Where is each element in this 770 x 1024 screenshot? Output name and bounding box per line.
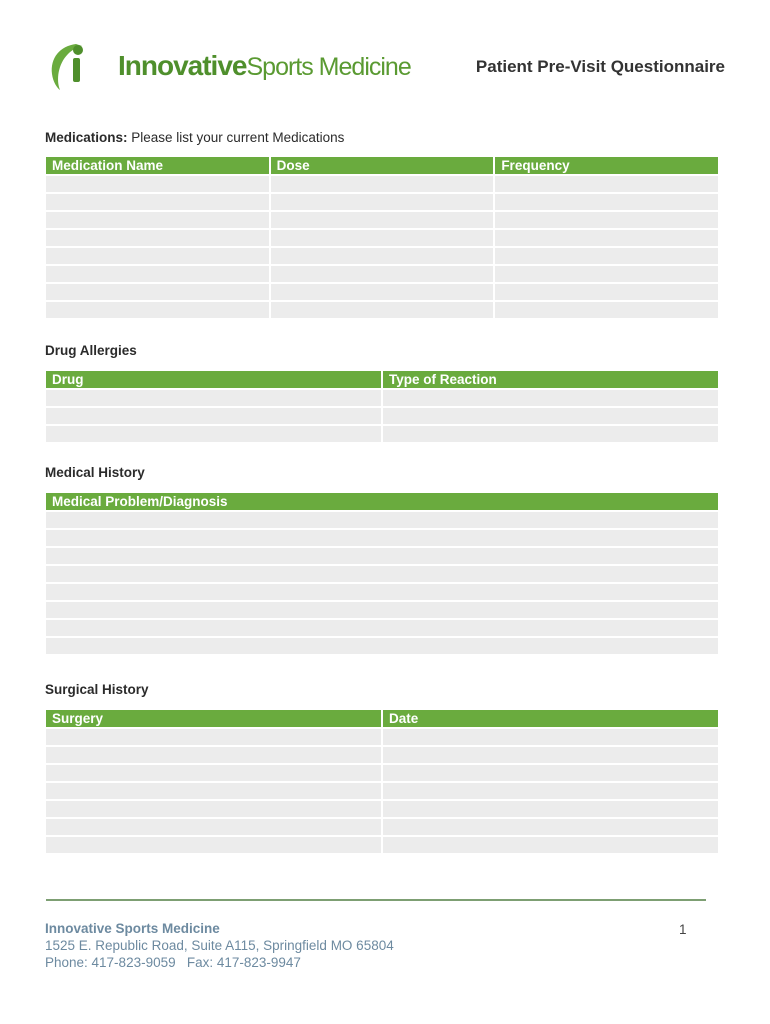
- drug-allergies-header-row: [46, 371, 718, 388]
- allergy-entry-field[interactable]: [383, 424, 718, 442]
- diagnosis-entry-field[interactable]: [46, 618, 718, 636]
- diagnosis-entry-field[interactable]: [46, 582, 718, 600]
- footer-contact: Phone: 417-823-9059 Fax: 417-823-9947: [45, 955, 301, 970]
- surgery-entry-field[interactable]: [46, 727, 381, 745]
- medication-row: [46, 264, 718, 282]
- logo-wordmark: [118, 50, 411, 82]
- medication-entry-field[interactable]: [46, 246, 269, 264]
- diagnosis-row: [46, 546, 718, 564]
- column-header-medical-problem: Medical Problem/Diagnosis: [46, 493, 718, 510]
- allergy-row: [46, 388, 718, 406]
- surgery-entry-field[interactable]: [46, 763, 381, 781]
- drug-allergies-table: [44, 371, 720, 442]
- diagnosis-entry-field[interactable]: [46, 636, 718, 654]
- surgery-entry-field[interactable]: [46, 745, 381, 763]
- footer-divider: [46, 899, 706, 901]
- surgery-entry-field[interactable]: [383, 817, 718, 835]
- allergy-entry-field[interactable]: [383, 388, 718, 406]
- diagnosis-entry-field[interactable]: [46, 510, 718, 528]
- surgical-history-label: Surgical History: [45, 682, 149, 697]
- logo-light-text: Sports Medicine: [246, 53, 411, 81]
- surgery-row: [46, 817, 718, 835]
- medication-entry-field[interactable]: [495, 282, 718, 300]
- medication-entry-field[interactable]: [495, 300, 718, 318]
- surgery-entry-field[interactable]: [46, 817, 381, 835]
- medication-entry-field[interactable]: [271, 210, 494, 228]
- surgery-row: [46, 727, 718, 745]
- allergy-row: [46, 406, 718, 424]
- column-header-surgery: Surgery: [46, 710, 381, 727]
- diagnosis-row: [46, 600, 718, 618]
- surgery-entry-field[interactable]: [383, 781, 718, 799]
- medication-entry-field[interactable]: [46, 192, 269, 210]
- medication-entry-field[interactable]: [495, 228, 718, 246]
- diagnosis-entry-field[interactable]: [46, 528, 718, 546]
- medication-row: [46, 210, 718, 228]
- surgery-entry-field[interactable]: [46, 799, 381, 817]
- diagnosis-entry-field[interactable]: [46, 564, 718, 582]
- surgery-entry-field[interactable]: [383, 835, 718, 853]
- medication-entry-field[interactable]: [46, 210, 269, 228]
- diagnosis-row: [46, 528, 718, 546]
- medication-entry-field[interactable]: [271, 264, 494, 282]
- column-header-drug: Drug: [46, 371, 381, 388]
- diagnosis-entry-field[interactable]: [46, 546, 718, 564]
- allergy-entry-field[interactable]: [46, 406, 381, 424]
- allergy-entry-field[interactable]: [46, 388, 381, 406]
- medical-history-table: [44, 493, 720, 654]
- surgery-entry-field[interactable]: [383, 727, 718, 745]
- surgery-row: [46, 745, 718, 763]
- diagnosis-row: [46, 636, 718, 654]
- diagnosis-row: [46, 582, 718, 600]
- drug-allergies-label: Drug Allergies: [45, 343, 137, 358]
- medications-table: [44, 157, 720, 318]
- medication-entry-field[interactable]: [271, 174, 494, 192]
- footer-organization: Innovative Sports Medicine: [45, 921, 220, 936]
- allergy-entry-field[interactable]: [383, 406, 718, 424]
- medication-entry-field[interactable]: [46, 300, 269, 318]
- page-number: 1: [679, 922, 687, 937]
- medication-row: [46, 246, 718, 264]
- surgery-row: [46, 781, 718, 799]
- medication-entry-field[interactable]: [46, 174, 269, 192]
- surgery-row: [46, 835, 718, 853]
- logo-swoosh-icon: [46, 40, 86, 92]
- medication-row: [46, 282, 718, 300]
- allergy-entry-field[interactable]: [46, 424, 381, 442]
- medications-label: [45, 130, 344, 145]
- brand-logo: [46, 40, 411, 92]
- logo-bold-text: Innovative: [118, 50, 247, 81]
- surgical-history-header-row: [46, 710, 718, 727]
- diagnosis-row: [46, 618, 718, 636]
- medications-header-row: [46, 157, 718, 174]
- surgery-entry-field[interactable]: [383, 763, 718, 781]
- surgical-history-table: [44, 710, 720, 853]
- medication-row: [46, 300, 718, 318]
- medication-entry-field[interactable]: [271, 246, 494, 264]
- medication-entry-field[interactable]: [495, 264, 718, 282]
- diagnosis-row: [46, 510, 718, 528]
- medication-row: [46, 228, 718, 246]
- page-title: Patient Pre-Visit Questionnaire: [475, 57, 725, 76]
- medication-entry-field[interactable]: [46, 228, 269, 246]
- medication-entry-field[interactable]: [495, 174, 718, 192]
- surgery-entry-field[interactable]: [383, 799, 718, 817]
- medications-label-rest: Please list your current Medications: [127, 130, 345, 145]
- medication-entry-field[interactable]: [271, 228, 494, 246]
- medication-entry-field[interactable]: [495, 210, 718, 228]
- medication-entry-field[interactable]: [46, 264, 269, 282]
- column-header-dose: Dose: [271, 157, 494, 174]
- medication-entry-field[interactable]: [271, 300, 494, 318]
- column-header-medication-name: Medication Name: [46, 157, 269, 174]
- surgery-entry-field[interactable]: [383, 745, 718, 763]
- medication-entry-field[interactable]: [495, 246, 718, 264]
- medical-history-header-row: [46, 493, 718, 510]
- column-header-type-of-reaction: Type of Reaction: [383, 371, 718, 388]
- medication-row: [46, 192, 718, 210]
- surgery-row: [46, 799, 718, 817]
- medication-entry-field[interactable]: [495, 192, 718, 210]
- surgery-entry-field[interactable]: [46, 835, 381, 853]
- medication-entry-field[interactable]: [46, 282, 269, 300]
- allergy-row: [46, 424, 718, 442]
- diagnosis-entry-field[interactable]: [46, 600, 718, 618]
- medication-entry-field[interactable]: [271, 282, 494, 300]
- surgery-entry-field[interactable]: [46, 781, 381, 799]
- footer-address: 1525 E. Republic Road, Suite A115, Springfield MO 65804: [45, 938, 394, 953]
- medical-history-label: Medical History: [45, 465, 145, 480]
- medications-label-bold: Medications:: [45, 130, 128, 145]
- medication-entry-field[interactable]: [271, 192, 494, 210]
- column-header-frequency: Frequency: [495, 157, 718, 174]
- column-header-date: Date: [383, 710, 718, 727]
- surgery-row: [46, 763, 718, 781]
- medication-row: [46, 174, 718, 192]
- diagnosis-row: [46, 564, 718, 582]
